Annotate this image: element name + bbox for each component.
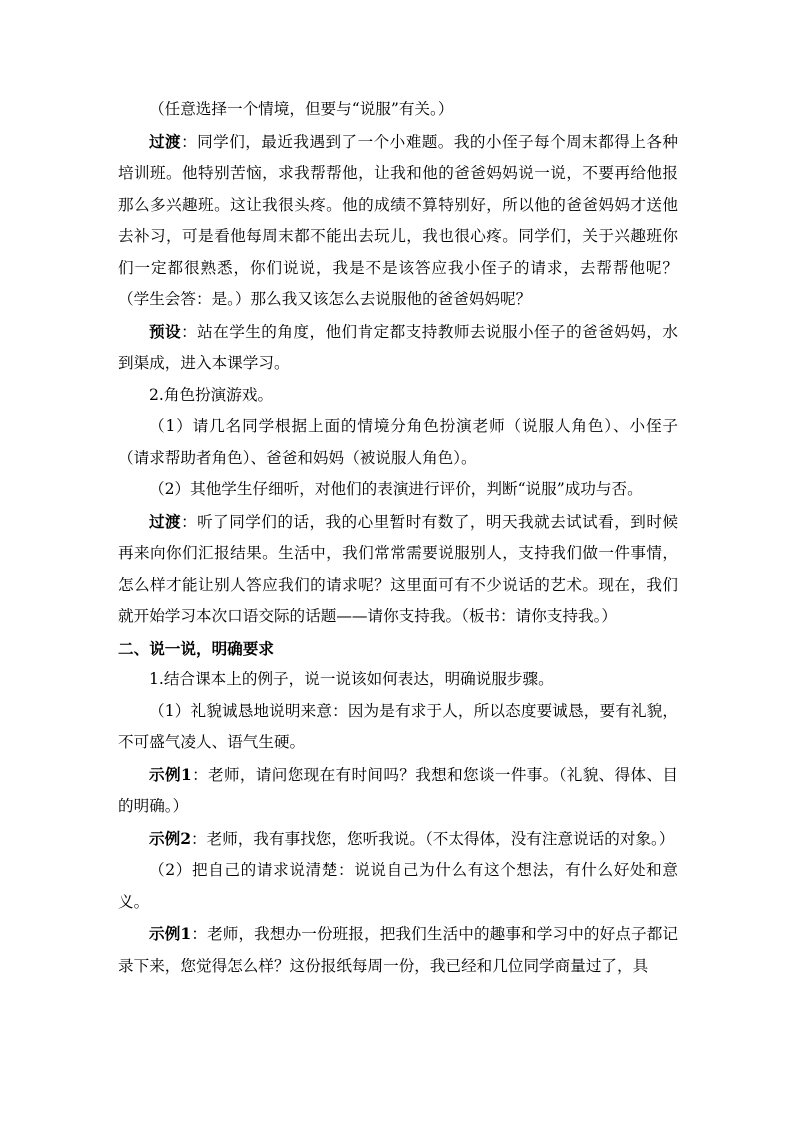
paragraph (118, 94, 678, 126)
paragraph-lead: 示例1 (149, 924, 192, 943)
paragraph (118, 411, 678, 474)
paragraph-lead: 示例1 (149, 764, 192, 784)
paragraph-text: 2.角色扮演游戏。 (149, 385, 274, 404)
paragraph-text: ：听了同学们的话，我的心里暂时有数了，明天我就去试试看，到时候再来向你们汇报结果。生活中，我们常常需要说服别人，支持我们做一件事情，怎么样才能让别人答应我们的请求呢？这里面可有不少说话的艺术。现在，我们就开始学习本次口语交际的话题——请你支持我。（板书：请你支持我。） (118, 512, 678, 625)
paragraph-lead: 过渡 (149, 511, 182, 531)
paragraph-lead: 过渡 (149, 131, 182, 151)
paragraph-text: （任意选择一个情境，但要与“说服”有关。） (149, 100, 454, 118)
paragraph-lead: 示例2 (149, 828, 192, 848)
paragraph (118, 506, 678, 633)
paragraph-text: ：老师，请问您现在有时间吗？我想和您谈一件事。（礼貌、得体、目的明确。） (118, 765, 678, 815)
paragraph (118, 855, 678, 918)
paragraph (118, 316, 678, 380)
paragraph (118, 664, 678, 696)
paragraph-text: ：站在学生的角度，他们肯定都支持教师去说服小侄子的爸爸妈妈，水到渠成，进入本课学习。 (118, 322, 678, 372)
paragraph (118, 474, 678, 506)
paragraph (118, 380, 678, 412)
section-heading: 二、说一说，明确要求 (118, 638, 274, 658)
paragraph-lead: 预设 (149, 321, 182, 341)
paragraph-text: （2）其他学生仔细听，对他们的表演进行评价，判断“说服”成功与否。 (149, 480, 643, 498)
paragraph-text: （1）礼貌诚恳地说明来意：因为是有求于人，所以态度要诚恳，要有礼貌，不可盛气凌人、语气生硬。 (118, 701, 678, 751)
paragraph-text: ：同学们，最近我遇到了一个小难题。我的小侄子每个周末都得上各种培训班。他特别苦恼，求我帮帮他，让我和他的爸爸妈妈说一说，不要再给他报那么多兴趣班。这让我很头疼。他的成绩不算特别好，所以他的爸爸妈妈才送他去补习，可是看他每周末都不能出去玩儿，我也很心疼。同学们，关于兴趣班你们一定都很熟悉，你们说说，我是不是该答应我小侄子的请求，去帮帮他呢？（学生会答：是。）那么我又该怎么去说服他的爸爸妈妈呢？ (118, 132, 678, 308)
paragraph (118, 759, 678, 823)
paragraph-text: 1.结合课本上的例子，说一说该如何表达，明确说服步骤。 (149, 670, 554, 688)
paragraph-text: ：老师，我有事找您，您听我说。（不太得体，没有注意说话的对象。） (191, 829, 675, 848)
paragraph-text: （2）把自己的请求说清楚：说说自己为什么有这个想法，有什么好处和意义。 (118, 861, 678, 911)
paragraph-text: （1）请几名同学根据上面的情境分角色扮演老师（说服人角色）、小侄子（请求帮助者角色）、爸爸和妈妈（被说服人角色）。 (118, 417, 678, 467)
paragraph (118, 696, 678, 759)
document-body (118, 94, 678, 982)
paragraph (118, 823, 678, 856)
paragraph-text: ：老师，我想办一份班报，把我们生活中的趣事和学习中的好点子都记录下来，您觉得怎么样？这份报纸每周一份，我已经和几位同学商量过了，具 (118, 925, 678, 975)
paragraph (118, 918, 678, 982)
paragraph (118, 126, 678, 316)
